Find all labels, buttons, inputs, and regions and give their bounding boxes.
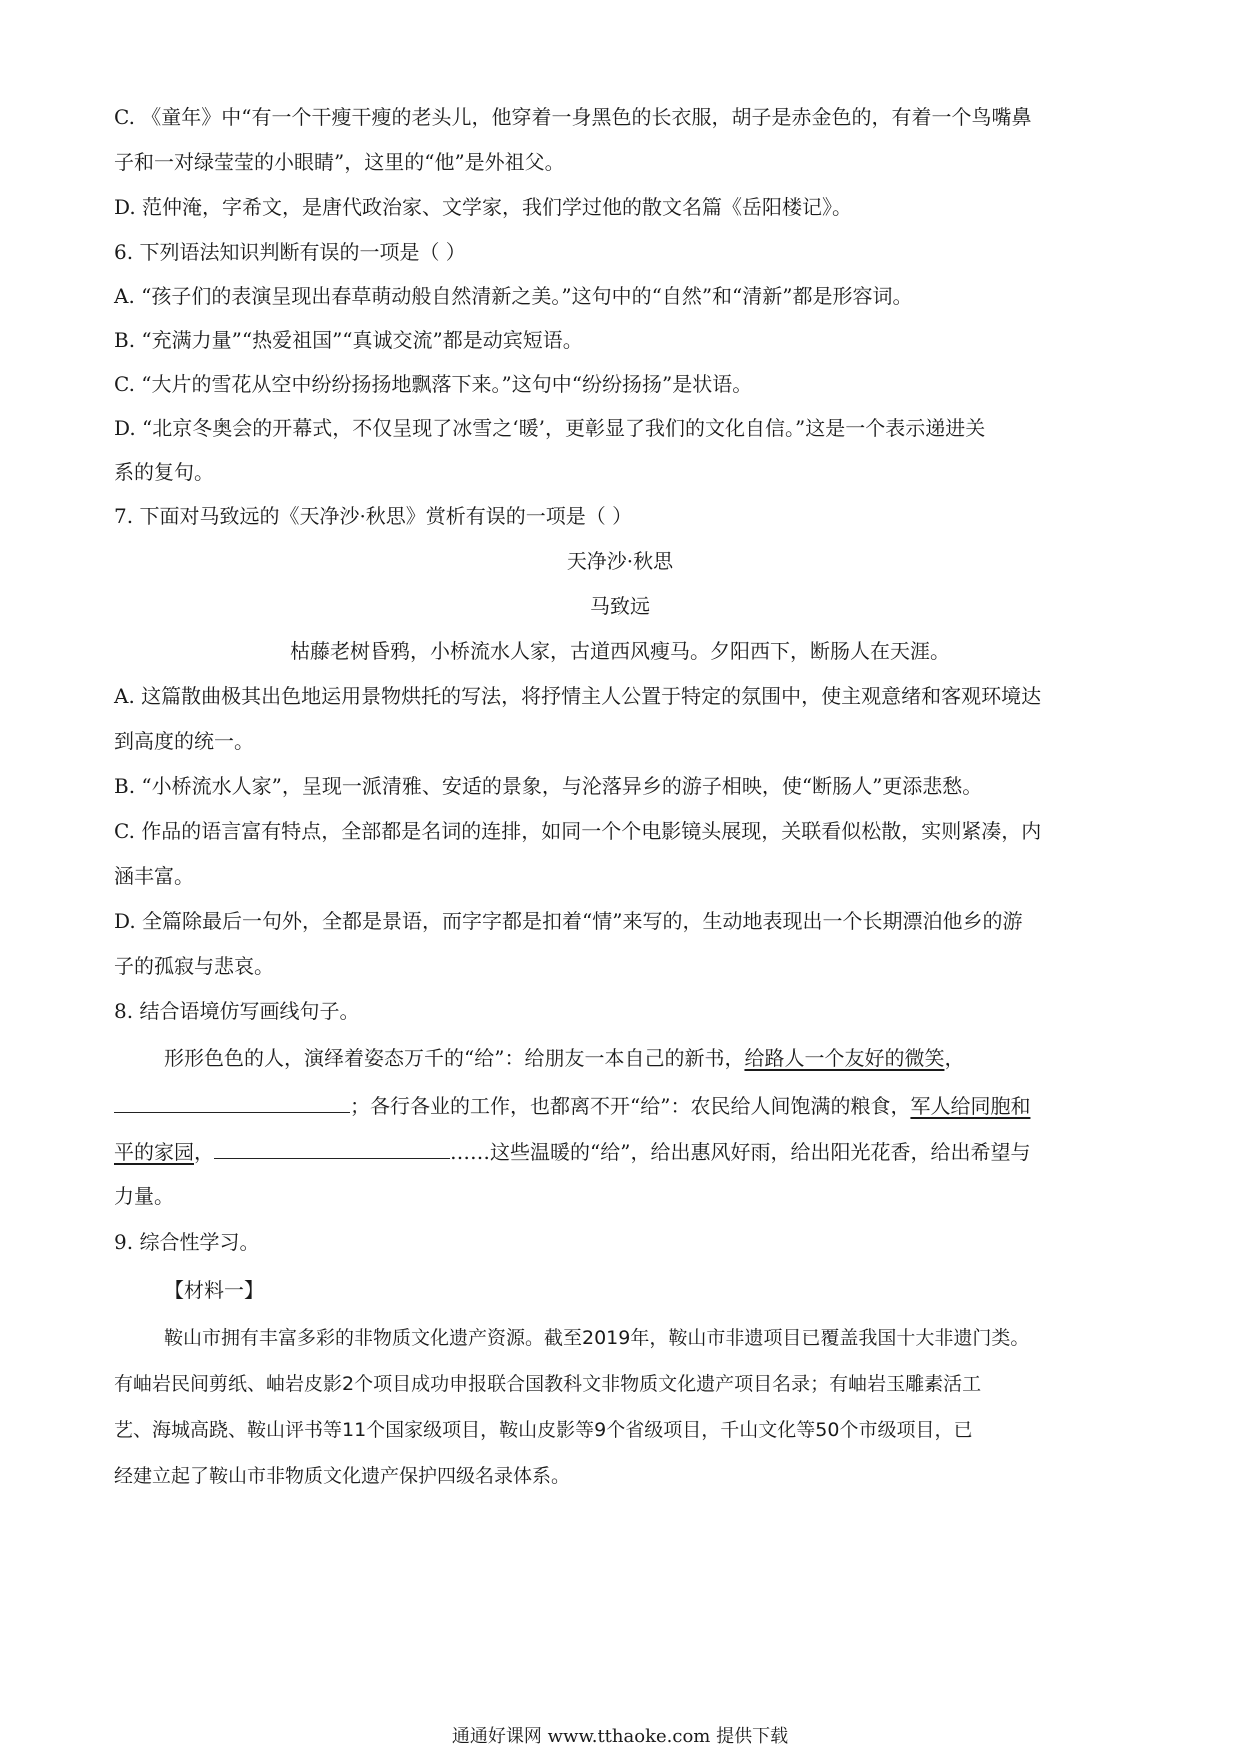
q7-option-d-line1: D. 全篇除最后一句外，全都是景语，而字字都是扣着“情”来写的，生动地表现出一个长期漂泊他乡的游 bbox=[114, 909, 1023, 933]
poem-text: 枯藤老树昏鸦，小桥流水人家，古道西风瘦马。夕阳西下，断肠人在天涯。 bbox=[290, 639, 950, 663]
material-one-title: 【材料一】 bbox=[164, 1278, 264, 1302]
q7-option-a-line2: 到高度的统一。 bbox=[114, 729, 254, 753]
q8-underlined-sentence: 军人给同胞和 bbox=[910, 1094, 1031, 1118]
material-one-line2: 有岫岩民间剪纸、岫岩皮影2个项目成功申报联合国教科文非物质文化遗产项目名录；有岫岩玉雕素活工 bbox=[114, 1373, 982, 1395]
material-one-line4: 经建立起了鞍山市非物质文化遗产保护四级名录体系。 bbox=[114, 1465, 571, 1487]
q6-option-d-line2: 系的复句。 bbox=[114, 460, 214, 484]
q8-text: ， bbox=[944, 1046, 965, 1070]
q8-paragraph-line2 bbox=[114, 1090, 1030, 1120]
q8-paragraph-line3 bbox=[114, 1136, 1030, 1166]
q8-underlined-sentence: 平的家园 bbox=[114, 1140, 194, 1164]
q8-underlined-sentence: 给路人一个友好的微笑 bbox=[744, 1046, 945, 1070]
q8-text: ……这些温暖的“给”，给出惠风好雨，给出阳光花香，给出希望与 bbox=[450, 1140, 1031, 1164]
q8-paragraph-line1 bbox=[164, 1044, 964, 1072]
q9-stem: 9. 综合性学习。 bbox=[114, 1230, 260, 1254]
q5-option-c-line1: C. 《童年》中“有一个干瘦干瘦的老头儿，他穿着一身黑色的长衣服，胡子是赤金色的，有着一个鸟嘴鼻 bbox=[114, 105, 1032, 129]
q7-option-d-line2: 子的孤寂与悲哀。 bbox=[114, 954, 274, 978]
q7-option-a-line1: A. 这篇散曲极其出色地运用景物烘托的写法，将抒情主人公置于特定的氛围中，使主观意绪和客观环境达 bbox=[114, 684, 1042, 708]
q7-option-c-line2: 涵丰富。 bbox=[114, 864, 194, 888]
q6-option-a: A. “孩子们的表演呈现出春草萌动般自然清新之美。”这句中的“自然”和“清新”都是形容词。 bbox=[114, 284, 913, 308]
material-one-line1: 鞍山市拥有丰富多彩的非物质文化遗产资源。截至2019年，鞍山市非遗项目已覆盖我国十大非遗门类。 bbox=[164, 1327, 1030, 1349]
q8-text: 形形色色的人，演绎着姿态万千的“给”：给朋友一本自己的新书， bbox=[164, 1046, 745, 1070]
q8-answer-blank-1[interactable] bbox=[114, 1090, 350, 1113]
q5-option-d: D. 范仲淹，字希文，是唐代政治家、文学家，我们学过他的散文名篇《岳阳楼记》。 bbox=[114, 195, 853, 219]
q8-paragraph-line4: 力量。 bbox=[114, 1184, 174, 1208]
q6-option-c: C. “大片的雪花从空中纷纷扬扬地飘落下来。”这句中“纷纷扬扬”是状语。 bbox=[114, 372, 753, 396]
q7-option-b: B. “小桥流水人家”，呈现一派清雅、安适的景象，与沦落异乡的游子相映，使“断肠人”更添悲愁。 bbox=[114, 774, 983, 798]
q5-option-c-line2: 子和一对绿莹莹的小眼睛”，这里的“他”是外祖父。 bbox=[114, 150, 565, 174]
q8-text: ， bbox=[194, 1140, 214, 1164]
q6-option-b: B. “充满力量”“热爱祖国”“真诚交流”都是动宾短语。 bbox=[114, 328, 583, 352]
q6-option-d-line1: D. “北京冬奥会的开幕式，不仅呈现了冰雪之‘暖’，更彰显了我们的文化自信。”这是一个表示递进关 bbox=[114, 416, 986, 440]
q7-stem: 7. 下面对马致远的《天净沙·秋思》赏析有误的一项是（ ） bbox=[114, 504, 633, 528]
page-footer: 通通好课网 www.tthaoke.com 提供下载 bbox=[451, 1726, 789, 1747]
q8-text: ；各行各业的工作，也都离不开“给”：农民给人间饱满的粮食， bbox=[350, 1094, 911, 1118]
q8-stem: 8. 结合语境仿写画线句子。 bbox=[114, 999, 360, 1023]
q8-answer-blank-2[interactable] bbox=[214, 1136, 450, 1159]
q7-option-c-line1: C. 作品的语言富有特点，全部都是名词的连排，如同一个个电影镜头展现，关联看似松散，实则紧凑，内 bbox=[114, 819, 1042, 843]
poem-title: 天净沙·秋思 bbox=[566, 549, 674, 573]
q6-stem: 6. 下列语法知识判断有误的一项是（ ） bbox=[114, 240, 466, 264]
poem-author: 马致远 bbox=[590, 594, 650, 618]
material-one-line3: 艺、海城高跷、鞍山评书等11个国家级项目，鞍山皮影等9个省级项目，千山文化等50个市级项目，已 bbox=[114, 1419, 973, 1441]
